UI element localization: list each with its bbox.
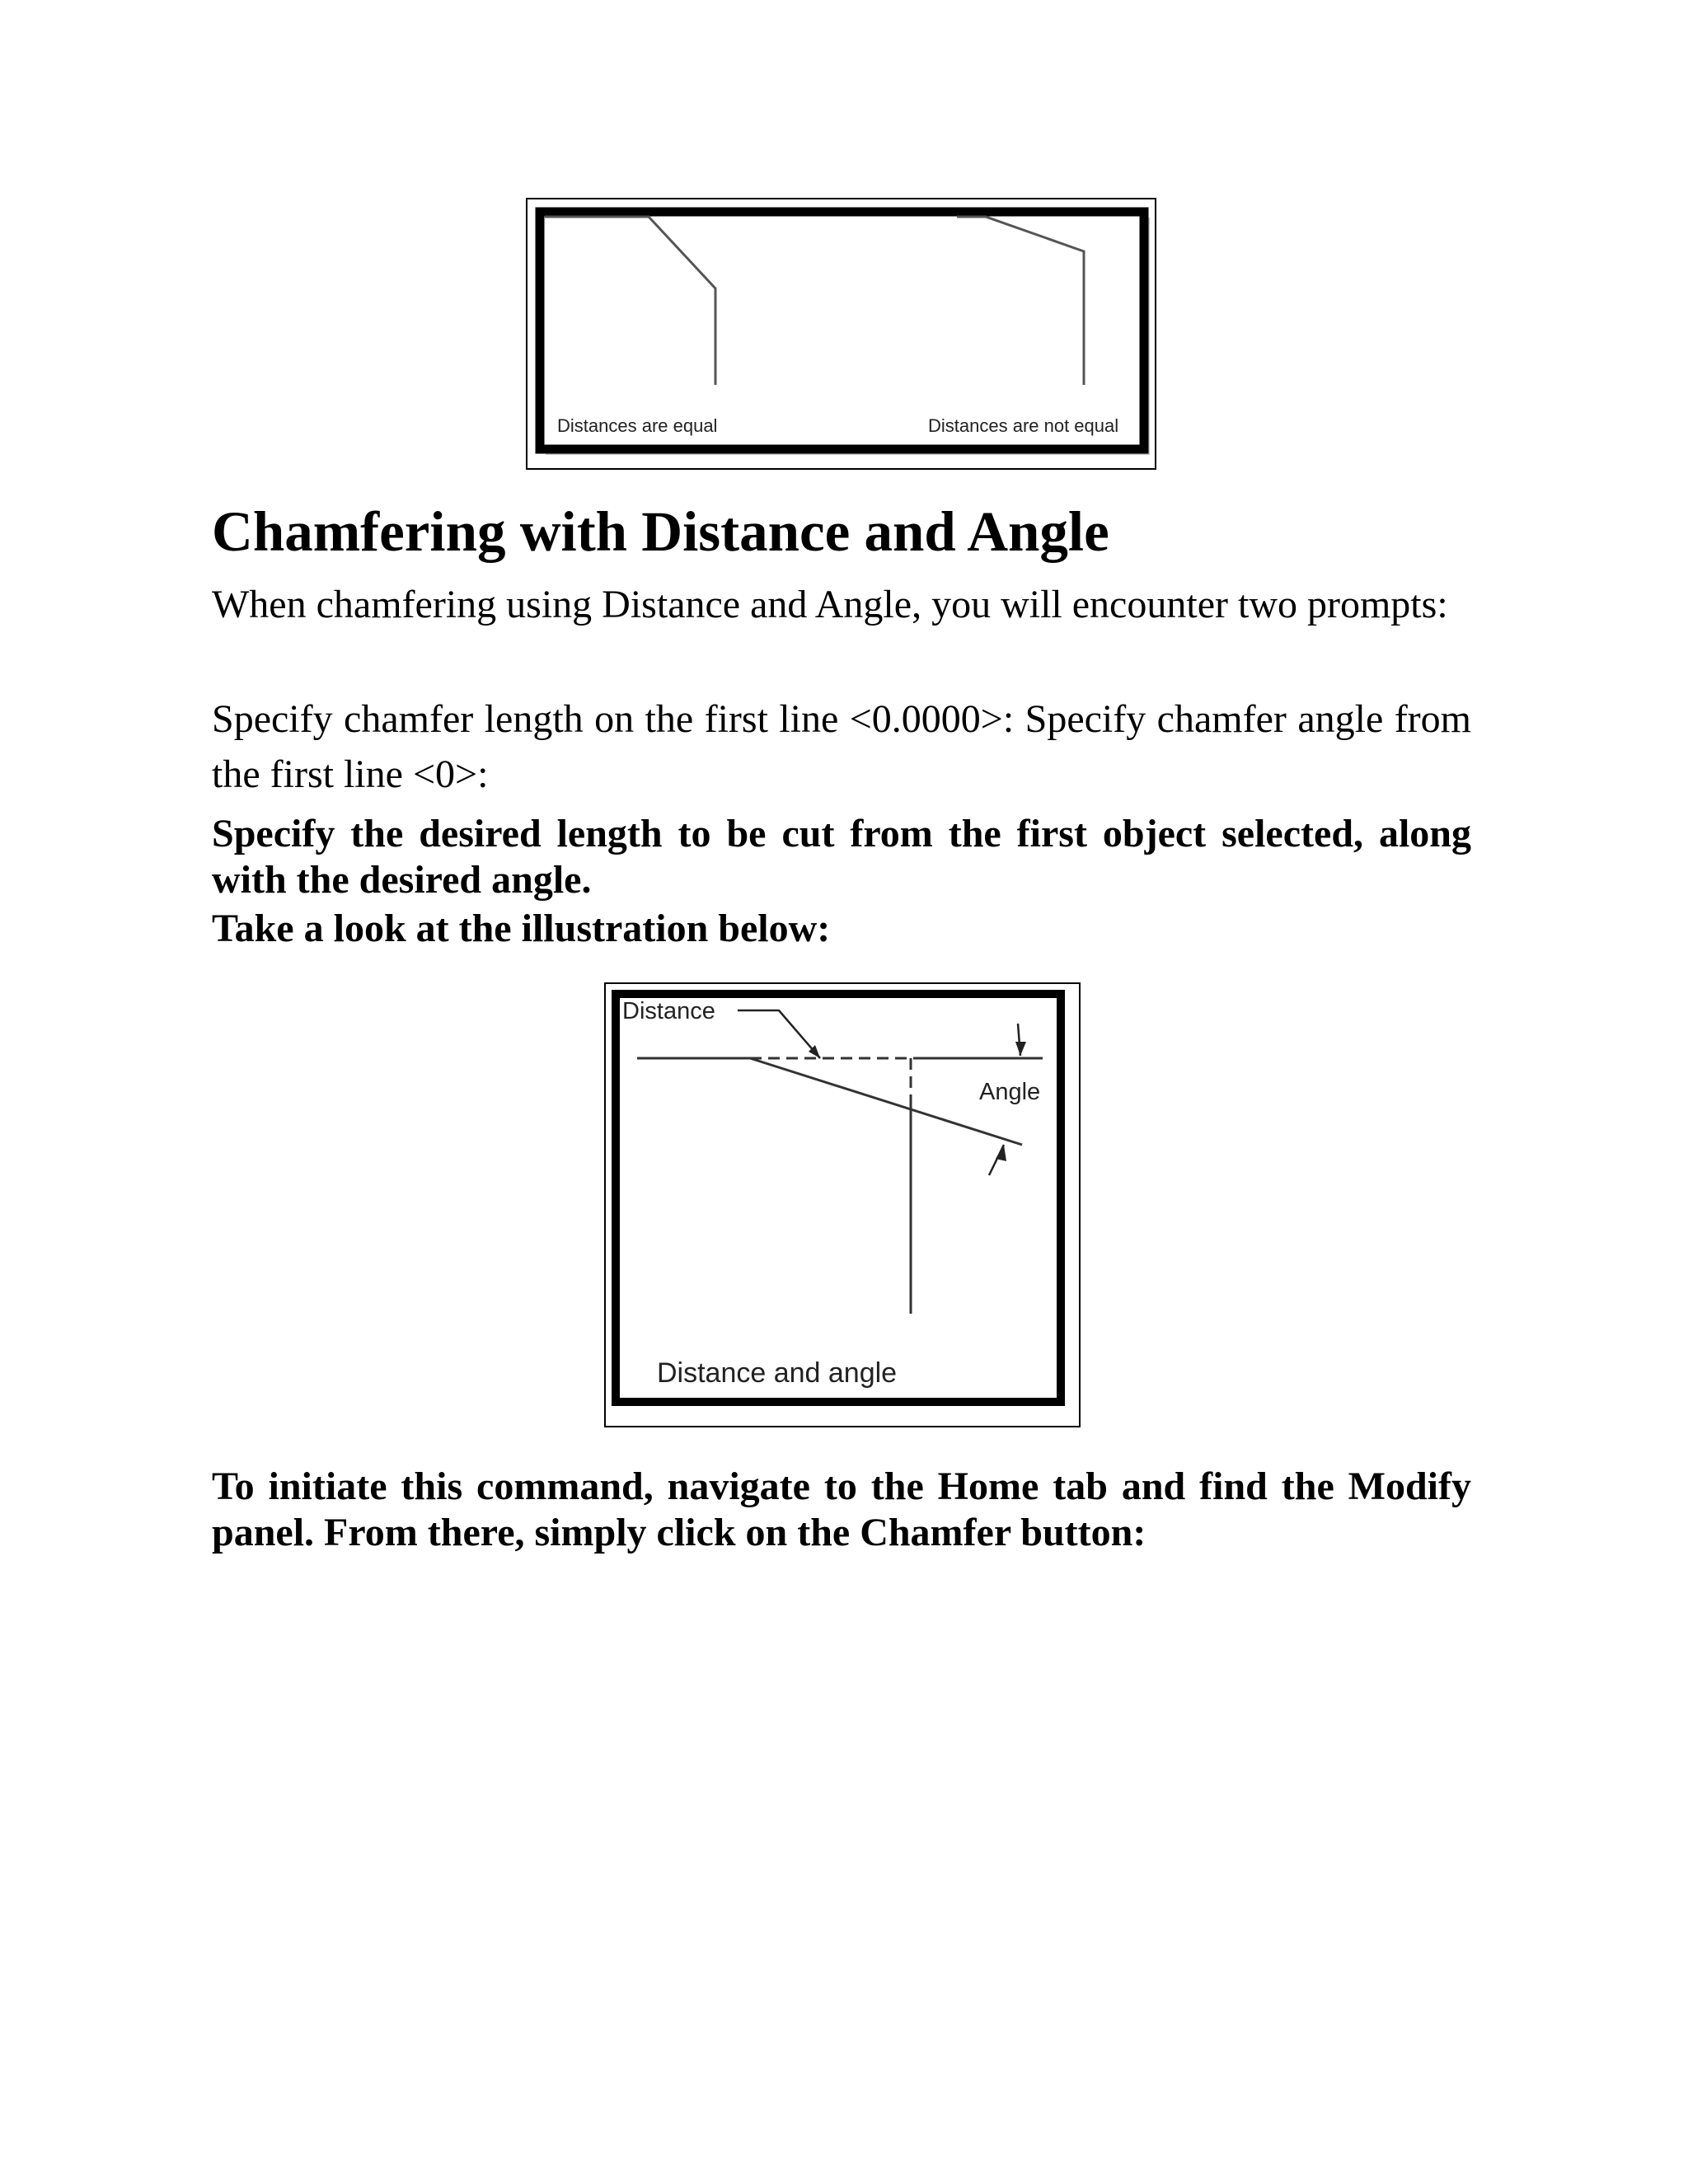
distance-angle-diagram	[606, 984, 1079, 1426]
illustration-intro: Take a look at the illustration below:	[212, 907, 831, 950]
prompt-paragraph: Specify chamfer length on the first line <0.0000>: Specify chamfer angle from the first line <0>:	[212, 697, 1471, 796]
chamfer-distances-diagram	[528, 199, 1155, 468]
section-heading: Chamfering with Distance and Angle	[212, 500, 1109, 563]
distance-angle-figure	[604, 982, 1081, 1427]
chamfer-distances-figure	[526, 198, 1156, 470]
angle-label: Angle	[979, 1079, 1041, 1105]
distance-label: Distance	[622, 998, 715, 1024]
intro-paragraph: When chamfering using Distance and Angle, you will encounter two prompts:	[212, 583, 1448, 626]
closing-paragraph: To initiate this command, navigate to the Home tab and find the Modify panel. From there, simply click on the Chamfer button:	[212, 1465, 1471, 1554]
diagram-caption: Distance and angle	[657, 1357, 898, 1389]
unequal-distances-label: Distances are not equal	[928, 415, 1119, 436]
equal-distances-label: Distances are equal	[557, 415, 718, 436]
instruction-paragraph: Specify the desired length to be cut from the first object selected, along with the desired angle.	[212, 812, 1471, 902]
